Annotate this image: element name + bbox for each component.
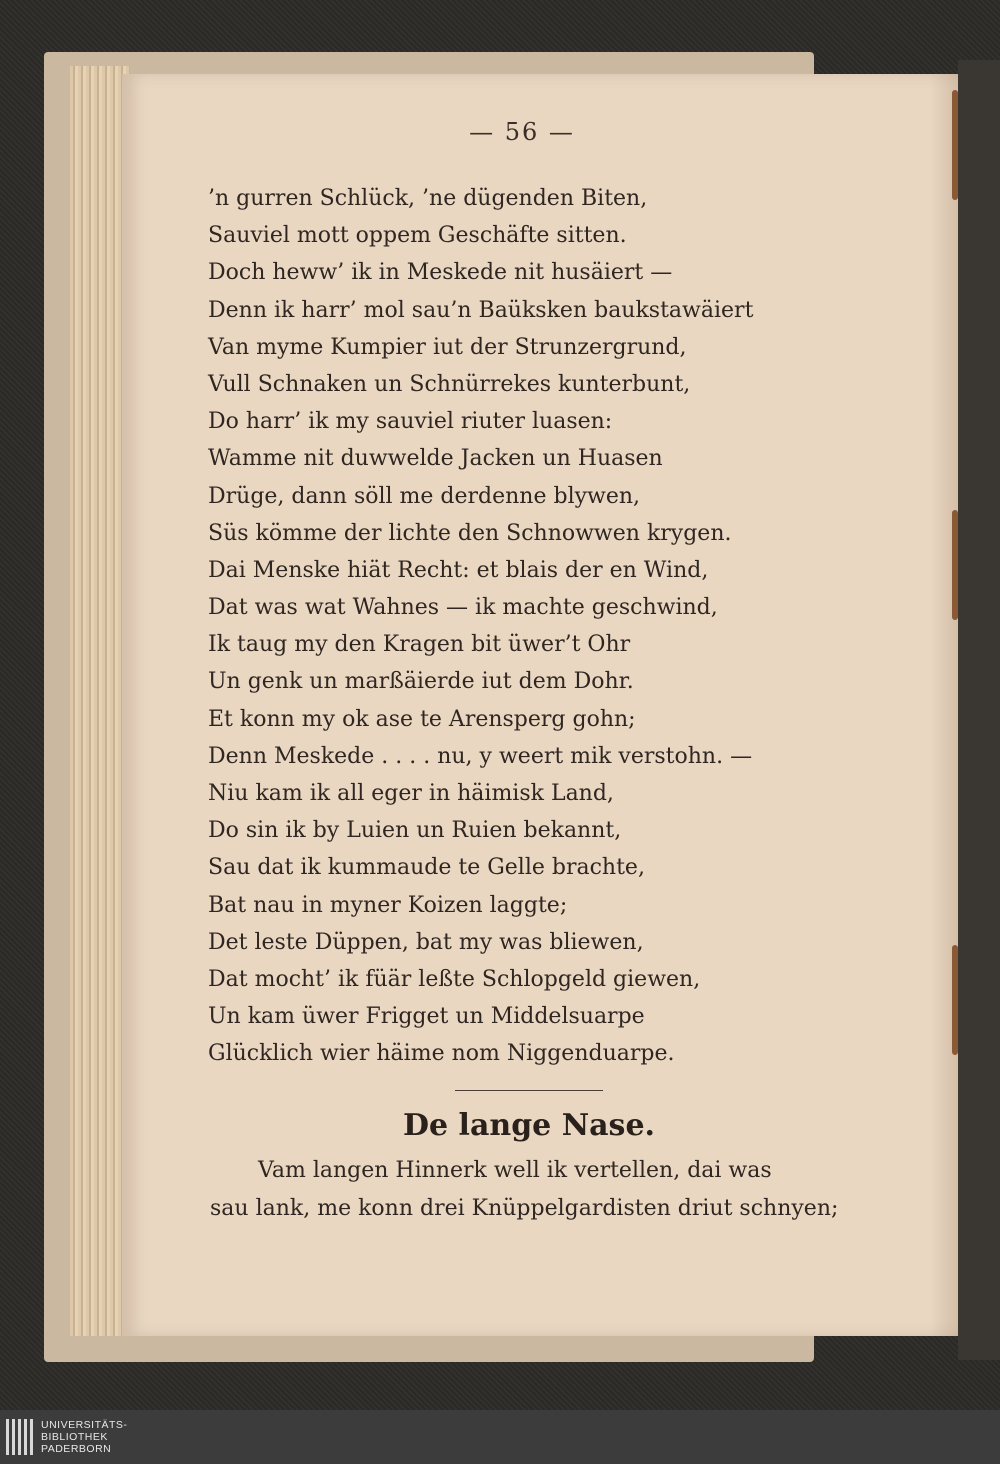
poem-line: Sauviel mott oppem Geschäfte sitten. xyxy=(208,223,627,249)
library-footer xyxy=(0,1410,1000,1464)
poem-line: Dat mocht’ ik füär leßte Schlopgeld giewen, xyxy=(208,966,701,992)
library-logo xyxy=(6,1418,127,1456)
poem-line: Un kam üwer Frigget un Middelsuarpe xyxy=(208,1004,645,1030)
binding-thread xyxy=(952,510,958,620)
poem-line: Sau dat ik kummaude te Gelle brachte, xyxy=(208,855,645,881)
section-divider xyxy=(455,1090,603,1091)
logo-text-line: PADERBORN xyxy=(41,1443,112,1455)
poem-line: Dat was wat Wahnes — ik machte geschwind, xyxy=(208,595,718,621)
poem-line: Denn Meskede . . . . nu, y weert mik verstohn. — xyxy=(208,743,753,769)
prose-text xyxy=(210,1152,850,1228)
poem-line: Do harr’ ik my sauviel riuter luasen: xyxy=(208,409,613,435)
poem-text xyxy=(208,180,848,1073)
poem-line: Do sin ik by Luien un Ruien bekannt, xyxy=(208,818,622,844)
poem-line: Et konn my ok ase te Arensperg gohn; xyxy=(208,706,636,732)
poem-line: Vull Schnaken un Schnürrekes kunterbunt, xyxy=(208,371,691,397)
poem-line: Dai Menske hiät Recht: et blais der en Wind, xyxy=(208,557,709,583)
page-number: — 56 — xyxy=(469,118,575,146)
logo-text-line: UNIVERSITÄTS- xyxy=(41,1419,128,1431)
poem-line: Niu kam ik all eger in häimisk Land, xyxy=(208,781,614,806)
poem-line: Wamme nit duwwelde Jacken un Huasen xyxy=(208,446,663,472)
logo-bars-icon xyxy=(6,1419,33,1455)
binding-thread xyxy=(952,945,958,1055)
poem-line: Denn ik harr’ mol sau’n Baüksken baukstawäiert xyxy=(208,297,754,323)
section-title: De lange Nase. xyxy=(403,1108,655,1143)
prose-line: Vam langen Hinnerk well ik vertellen, dai was xyxy=(258,1158,772,1183)
logo-text xyxy=(41,1419,127,1455)
book-spine xyxy=(958,60,1000,1360)
poem-line: Bat nau in myner Koizen laggte; xyxy=(208,892,568,918)
poem-line: ’n gurren Schlück, ’ne dügenden Biten, xyxy=(208,186,648,211)
logo-text-line: BIBLIOTHEK xyxy=(41,1431,108,1443)
page-gutter-shadow xyxy=(930,74,960,1336)
prose-line: sau lank, me konn drei Knüppelgardisten driut schnyen; xyxy=(210,1196,839,1221)
poem-line: Van myme Kumpier iut der Strunzergrund, xyxy=(208,334,687,360)
poem-line: Süs kömme der lichte den Schnowwen krygen. xyxy=(208,520,732,546)
poem-line: Doch heww’ ik in Meskede nit husäiert — xyxy=(208,260,673,286)
poem-line: Un genk un marßäierde iut dem Dohr. xyxy=(208,669,634,695)
page-stack-edge xyxy=(70,66,130,1336)
poem-line: Drüge, dann söll me derdenne blywen, xyxy=(208,483,641,509)
poem-line: Det leste Düppen, bat my was bliewen, xyxy=(208,929,644,955)
poem-line: Ik taug my den Kragen bit üwer’t Ohr xyxy=(208,632,631,658)
poem-line: Glücklich wier häime nom Niggenduarpe. xyxy=(208,1041,675,1067)
